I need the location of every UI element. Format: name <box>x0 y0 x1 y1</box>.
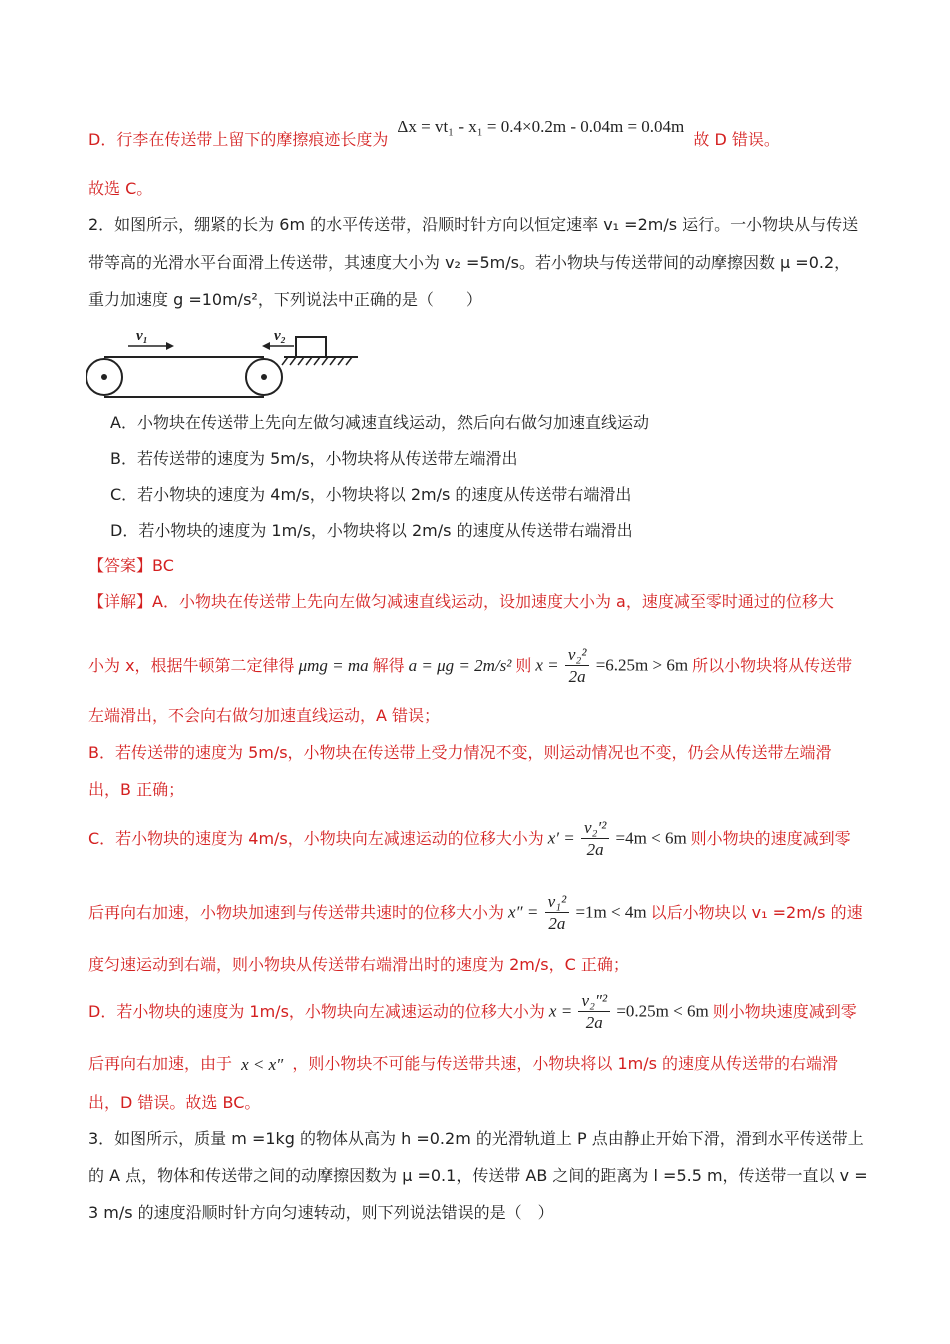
explanation-line-1: 【详解】A．小物块在传送带上先向左做匀减速直线运动，设加速度大小为 a，速度减至零时通过的位移大 <box>88 592 834 611</box>
fraction-denominator: 2a <box>585 1012 603 1032</box>
inequality-formula: x < x″ <box>241 1054 284 1074</box>
v1-arrow-icon <box>128 342 174 350</box>
q2-stem-line-1: 2．如图所示，绷紧的长为 6m 的水平传送带，沿顺时针方向以恒定速率 v₁ =2m/s 运行。一小物块从与传送 <box>88 215 859 234</box>
fraction <box>578 991 610 1034</box>
fraction <box>565 645 590 688</box>
explanation-text: D．若小物块的速度为 1m/s，小物块向左减速运动的位移大小为 <box>88 1002 545 1021</box>
option-d: D．若小物块的速度为 1m/s，小物块将以 2m/s 的速度从传送带右端滑出 <box>110 521 633 540</box>
left-pulley-icon <box>86 359 122 395</box>
fraction-numerator: v₁² <box>545 892 570 913</box>
explanation-text: ，则小物块不可能与传送带共速，小物块将以 1m/s 的速度从传送带的右端滑 <box>292 1054 839 1073</box>
prev-option-d-text: D．行李在传送带上留下的摩擦痕迹长度为 <box>88 130 389 149</box>
platform <box>282 357 358 365</box>
formula-lhs: x′ = <box>547 827 575 847</box>
displacement-formula <box>535 645 688 688</box>
explanation-text: 解得 <box>372 656 405 675</box>
fraction-numerator: v₂′² <box>581 818 609 839</box>
answer-label: 【答案】BC <box>88 556 174 575</box>
acceleration-formula: a = μg = 2m/s² <box>408 656 512 675</box>
fraction <box>545 892 570 935</box>
fraction-denominator: 2a <box>586 839 604 859</box>
fraction-denominator: 2a <box>548 913 566 933</box>
explanation-line-5: 出，B 正确； <box>88 780 185 799</box>
explanation-text: 则小物块的速度减到零 <box>690 829 851 848</box>
q3-stem-line-2: 的 A 点，物体和传送带之间的动摩擦因数为 μ =0.1，传送带 AB 之间的距离为 l =5.5 m，传送带一直以 v = <box>88 1166 868 1185</box>
prev-conclusion: 故选 C。 <box>88 179 153 198</box>
option-c: C．若小物块的速度为 4m/s，小物块将以 2m/s 的速度从传送带右端滑出 <box>110 485 632 504</box>
q2-stem-line-2: 带等高的光滑水平台面滑上传送带，其速度大小为 v₂ =5m/s。若小物块与传送带间的动摩擦因数 μ =0.2， <box>88 253 851 272</box>
right-pulley-icon <box>246 359 282 395</box>
explanation-text: 则 <box>515 656 532 675</box>
newton-formula: μmg = ma <box>298 656 369 675</box>
explanation-text: 则小物块速度减到零 <box>712 1002 857 1021</box>
formula-rhs: =4m < 6m <box>615 827 687 847</box>
prev-option-d-formula: Δx = vt₁ - x₁ = 0.4×0.2m - 0.04m = 0.04m <box>397 116 685 136</box>
explanation-text: C．若小物块的速度为 4m/s，小物块向左减速运动的位移大小为 <box>88 829 544 848</box>
fraction <box>581 818 609 861</box>
explanation-text: 以后小物块以 v₁ =2m/s 的速 <box>650 903 863 922</box>
belt <box>104 357 264 397</box>
formula-lhs: x = <box>548 1000 573 1020</box>
q2-stem-line-3: 重力加速度 g =10m/s²，下列说法中正确的是（ ） <box>88 290 482 309</box>
displacement-c2-formula <box>508 892 647 935</box>
explanation-line-8: 度匀速运动到右端，则小物块从传送带右端滑出时的速度为 2m/s，C 正确； <box>88 955 629 974</box>
block <box>296 337 326 357</box>
formula-lhs: x = <box>535 654 559 674</box>
explanation-line-7 <box>88 891 863 935</box>
explanation-line-2 <box>88 644 852 688</box>
label-v2: v₂ <box>274 328 286 344</box>
conveyor-belt-diagram <box>86 324 366 404</box>
formula-rhs: =1m < 4m <box>575 901 647 921</box>
option-a: A．小物块在传送带上先向左做匀减速直线运动，然后向右做匀加速直线运动 <box>110 413 649 432</box>
q3-stem-line-1: 3．如图所示，质量 m =1kg 的物体从高为 h =0.2m 的光滑轨道上 P 点由静止开始下滑，滑到水平传送带上 <box>88 1129 864 1148</box>
explanation-line-6 <box>88 817 851 861</box>
explanation-text: 小为 x，根据牛顿第二定律得 <box>88 656 295 675</box>
q3-stem-line-3: 3 m/s 的速度沿顺时针方向匀速转动，则下列说法错误的是（ ） <box>88 1203 554 1222</box>
option-b: B．若传送带的速度为 5m/s，小物块将从传送带左端滑出 <box>110 449 518 468</box>
fraction-denominator: 2a <box>568 666 586 686</box>
formula-rhs: =0.25m < 6m <box>616 1000 709 1020</box>
prev-option-d-verdict: 故 D 错误。 <box>693 130 780 149</box>
fraction-numerator: v₂² <box>565 645 590 666</box>
explanation-line-3: 左端滑出，不会向右做匀加速直线运动，A 错误； <box>88 706 441 725</box>
explanation-text: 后再向右加速，小物块加速到与传送带共速时的位移大小为 <box>88 903 505 922</box>
explanation-line-4: B．若传送带的速度为 5m/s，小物块在传送带上受力情况不变，则运动情况也不变，仍会从传送带左端滑 <box>88 743 832 762</box>
explanation-text: 后再向右加速，由于 <box>88 1054 233 1073</box>
label-v1: v₁ <box>136 328 148 344</box>
displacement-d-formula <box>549 991 709 1034</box>
explanation-line-9 <box>88 990 857 1034</box>
prev-option-d <box>88 116 780 153</box>
explanation-line-10 <box>88 1052 838 1077</box>
explanation-line-11: 出，D 错误。故选 BC。 <box>88 1093 261 1112</box>
formula-rhs: =6.25m > 6m <box>595 654 689 674</box>
formula-lhs: x″ = <box>508 901 539 921</box>
fraction-numerator: v₂″² <box>578 991 610 1012</box>
explanation-text: 所以小物块将从传送带 <box>692 656 853 675</box>
displacement-c-formula <box>548 818 687 861</box>
